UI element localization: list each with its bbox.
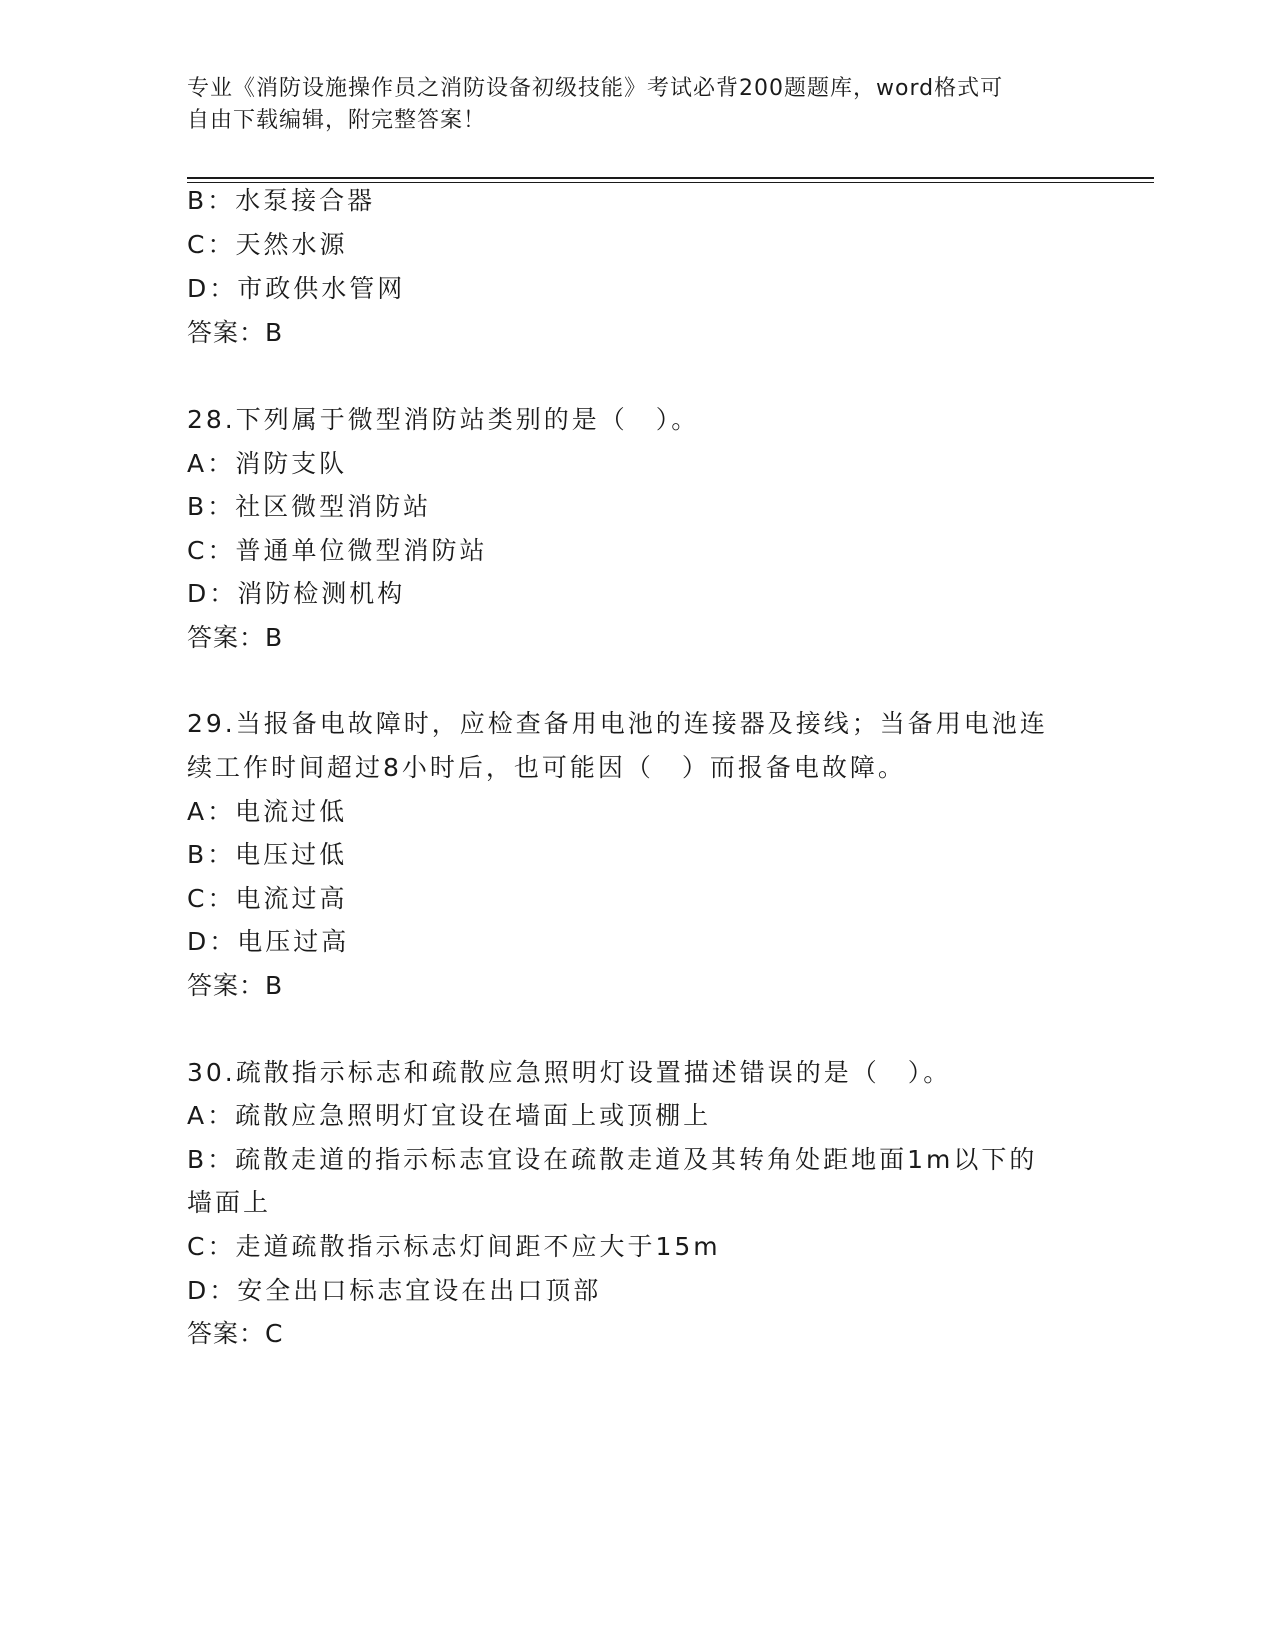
header-rule-thin <box>187 182 1154 183</box>
question-line: 28.下列属于微型消防站类别的是（ ）。 <box>187 405 700 434</box>
header-rule <box>187 177 1154 179</box>
header-line-2: 自由下载编辑，附完整答案！ <box>187 108 487 133</box>
answer-line: 答案：B <box>187 623 284 652</box>
header-line-1: 专业《消防设施操作员之消防设备初级技能》考试必背200题题库，word格式可 <box>187 76 1004 101</box>
option-line: C：天然水源 <box>187 230 348 259</box>
question-line: 续工作时间超过8小时后，也可能因（ ）而报备电故障。 <box>187 753 906 782</box>
answer-line: 答案：B <box>187 971 284 1000</box>
option-line: A：电流过低 <box>187 797 348 826</box>
document-header <box>187 73 1067 137</box>
answer-line: 答案：C <box>187 1319 284 1348</box>
option-line: 墙面上 <box>187 1188 272 1217</box>
option-line: B：社区微型消防站 <box>187 492 432 521</box>
option-line: A：疏散应急照明灯宜设在墙面上或顶棚上 <box>187 1101 712 1130</box>
answer-line: 答案：B <box>187 318 284 347</box>
question-line: 29.当报备电故障时，应检查备用电池的连接器及接线；当备用电池连 <box>187 709 1048 738</box>
option-line: D：电压过高 <box>187 927 350 956</box>
option-line: D：消防检测机构 <box>187 579 406 608</box>
question-line: 30.疏散指示标志和疏散应急照明灯设置描述错误的是（ ）。 <box>187 1058 952 1087</box>
option-line: C：走道疏散指示标志灯间距不应大于15m <box>187 1232 721 1261</box>
option-line: C：普通单位微型消防站 <box>187 536 488 565</box>
option-line: B：水泵接合器 <box>187 186 376 215</box>
option-line: D：安全出口标志宜设在出口顶部 <box>187 1276 602 1305</box>
option-line: C：电流过高 <box>187 884 348 913</box>
option-line: B：电压过低 <box>187 840 348 869</box>
option-line: A：消防支队 <box>187 449 348 478</box>
option-line: B：疏散走道的指示标志宜设在疏散走道及其转角处距地面1m以下的 <box>187 1145 1038 1174</box>
option-line: D：市政供水管网 <box>187 274 406 303</box>
